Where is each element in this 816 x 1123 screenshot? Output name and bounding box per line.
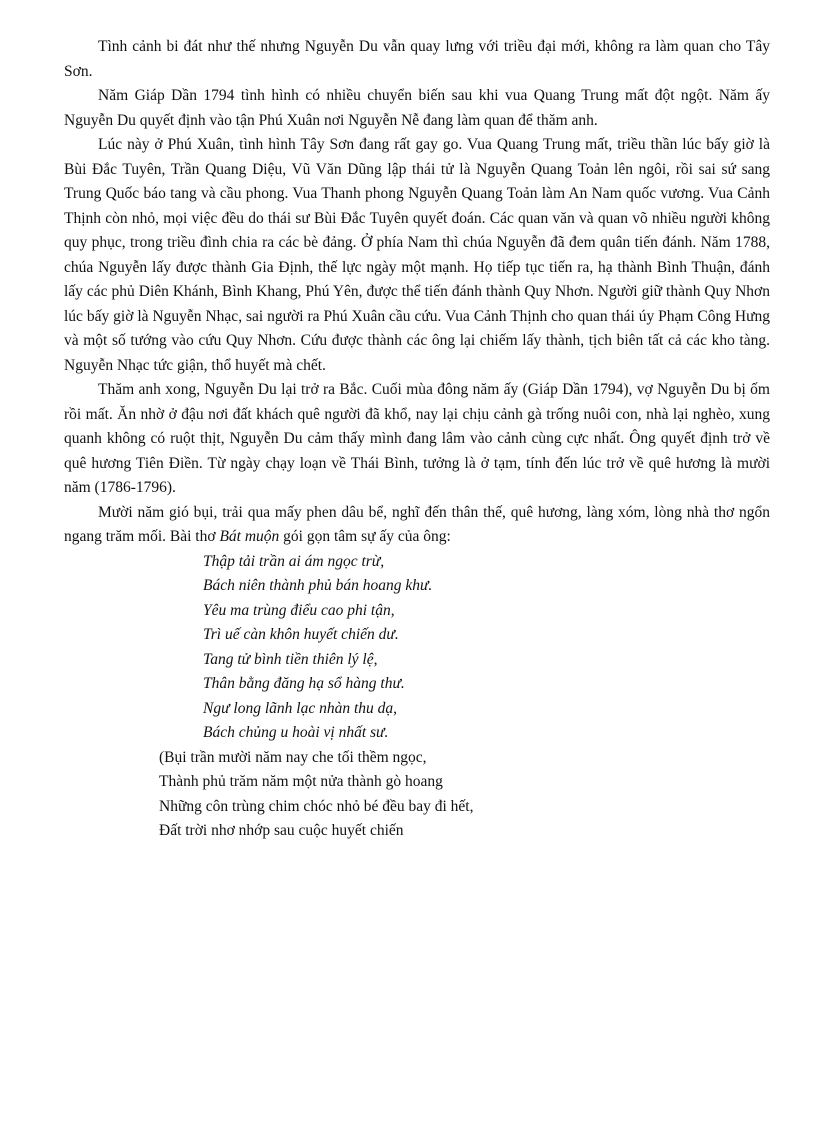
poem-translation bbox=[64, 746, 770, 844]
poem-intro-text: Mười năm gió bụi, trải qua mấy phen dâu bể, nghĩ đến thân thế, quê hương, làng xóm, lòng nhà thơ ngổn ngang trăm mối. Bài thơ bbox=[64, 503, 770, 545]
paragraph-return-home: Thăm anh xong, Nguyễn Du lại trở ra Bắc. Cuối mùa đông năm ấy (Giáp Dần 1794), vợ Nguyễn Du bị ốm rồi mất. Ăn nhờ ở đậu nơi đất khách quê người đã khổ, nay lại chịu cảnh gà trống nuôi con, nhà lại nghèo, xung quanh không có ruột thịt, Nguyễn Du cảm thấy mình đang lâm vào cảnh cùng cực nhất. Ông quyết định trở về quê hương Tiên Điền. Từ ngày chạy loạn về Thái Bình, tưởng là ở tạm, tính đến lúc trở về quê hương là mười năm (1786-1796). bbox=[64, 381, 770, 496]
paragraph-refusal: Tình cảnh bi đát như thế nhưng Nguyễn Du vẫn quay lưng với triều đại mới, không ra làm quan cho Tây Sơn. bbox=[64, 38, 770, 80]
poem-translation-line: Đất trời nhơ nhớp sau cuộc huyết chiến bbox=[159, 822, 404, 839]
poem-original bbox=[64, 550, 770, 746]
poem-intro-text-end: gói gọn tâm sự ấy của ông: bbox=[279, 528, 451, 545]
poem-original-line: Trì uế càn khôn huyết chiến dư. bbox=[203, 626, 399, 643]
paragraph-poem-intro bbox=[64, 501, 770, 550]
paragraph-1794-visit: Năm Giáp Dần 1794 tình hình có nhiều chuyển biến sau khi vua Quang Trung mất đột ngột. Năm ấy Nguyễn Du quyết định vào tận Phú Xuân nơi Nguyễn Nễ đang làm quan để thăm anh. bbox=[64, 87, 770, 129]
poem-original-line: Tang tử bình tiền thiên lý lệ, bbox=[203, 650, 378, 668]
poem-translation-line: (Bụi trần mười năm nay che tối thềm ngọc, bbox=[159, 748, 427, 766]
poem-translation-line: Thành phủ trăm năm một nửa thành gò hoang bbox=[159, 773, 443, 790]
poem-original-line: Ngư long lãnh lạc nhàn thu dạ, bbox=[203, 699, 398, 717]
poem-original-line: Thập tải trần ai ám ngọc trừ, bbox=[203, 552, 385, 570]
poem-translation-line: Những côn trùng chim chóc nhỏ bé đều bay đi hết, bbox=[159, 797, 474, 815]
paragraph-phu-xuan-situation: Lúc này ở Phú Xuân, tình hình Tây Sơn đang rất gay go. Vua Quang Trung mất, triều thần lúc bấy giờ là Bùi Đắc Tuyên, Trần Quang Diệu, Vũ Văn Dũng lập thái tử là Nguyễn Quang Toản lên ngôi, rồi sai sứ sang Trung Quốc báo tang và cầu phong. Vua Thanh phong Nguyễn Quang Toản làm An Nam quốc vương. Vua Cảnh Thịnh còn nhỏ, mọi việc đều do thái sư Bùi Đắc Tuyên quyết đoán. Các quan văn và quan võ nhiều người không quy phục, trong triều đình chia ra các bè đảng. Ở phía Nam thì chúa Nguyễn đã đem quân tiến đánh. Năm 1788, chúa Nguyễn lấy được thành Gia Định, thế lực ngày một mạnh. Họ tiếp tục tiến ra, hạ thành Bình Thuận, đánh lấy các phủ Diên Khánh, Bình Khang, Phú Yên, được thể tiến đánh thành Quy Nhơn. Người giữ thành Quy Nhơn lúc bấy giờ là Nguyễn Nhạc, sai người ra Phú Xuân cầu cứu. Vua Cảnh Thịnh cho quan thái úy Phạm Công Hưng và một số tướng vào cứu Quy Nhơn. Cứu được thành các ông lại chiếm lấy thành, tịch biên tất cả các kho tàng. Nguyễn Nhạc tức giận, thổ huyết mà chết. bbox=[64, 136, 770, 374]
poem-original-line: Yêu ma trùng điểu cao phi tận, bbox=[203, 601, 395, 619]
poem-original-line: Thân bằng đăng hạ sổ hàng thư. bbox=[203, 675, 405, 692]
poem-original-line: Bách niên thành phủ bán hoang khư. bbox=[203, 577, 433, 594]
poem-original-line: Bách chủng u hoài vị nhất sư. bbox=[203, 724, 389, 741]
poem-title: Bát muộn bbox=[219, 528, 280, 545]
document-page bbox=[64, 35, 770, 844]
